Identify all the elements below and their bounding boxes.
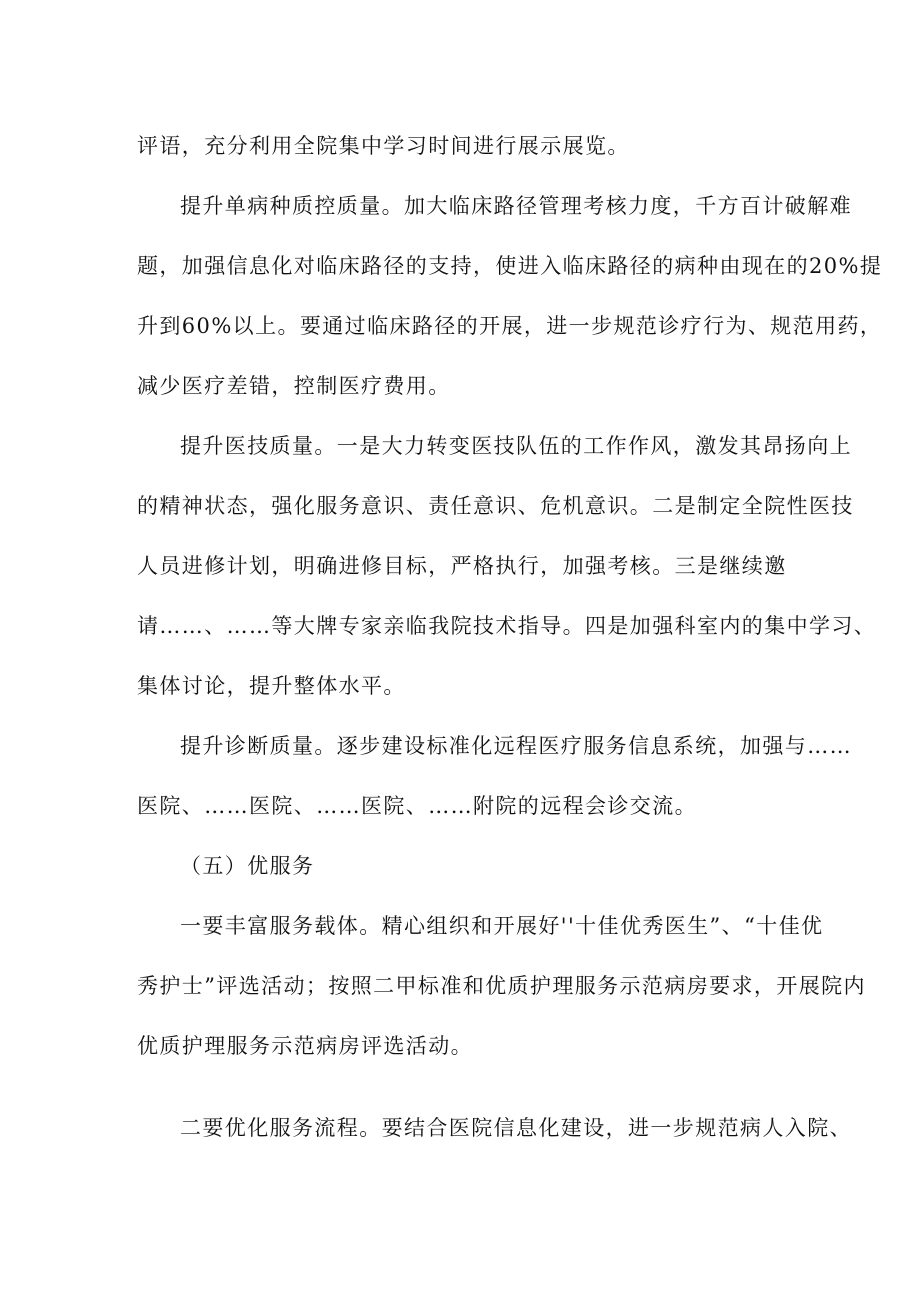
text-line-12: 医院、……医院、……医院、……附院的远程会诊交流。: [137, 794, 697, 818]
text-line-7: 的精神状态，强化服务意识、责任意识、危机意识。二是制定全院性医技: [137, 494, 854, 518]
text-line-15: 秀护士”评选活动；按照二甲标准和优质护理服务示范病房要求，开展院内: [137, 974, 866, 998]
text-line-9: 请……、……等大牌专家亲临我院技术指导。四是加强科室内的集中学习、: [137, 614, 877, 638]
paragraph-heading-service-process: 二要优化服务流程。要结合医院信息化建设，进一步规范病人入院、: [180, 1116, 852, 1140]
text-line-3: 题，加强信息化对临床路径的支持，使进入临床路径的病种由现在的20%提: [137, 254, 883, 278]
text-line-10: 集体讨论，提升整体水平。: [137, 674, 406, 698]
paragraph-heading-diagnosis-quality: 提升诊断质量。逐步建设标准化远程医疗服务信息系统，加强与……: [180, 734, 852, 758]
text-line-1: 评语，充分利用全院集中学习时间进行展示展览。: [137, 134, 630, 158]
paragraph-heading-single-disease-quality: 提升单病种质控质量。加大临床路径管理考核力度，千方百计破解难: [180, 194, 852, 218]
text-line-8: 人员进修计划，明确进修目标，严格执行，加强考核。三是继续邀: [137, 554, 787, 578]
paragraph-heading-medical-tech-quality: 提升医技质量。一是大力转变医技队伍的工作作风，激发其昂扬向上: [180, 434, 852, 458]
text-line-16: 优质护理服务示范病房评选活动。: [137, 1034, 473, 1058]
text-line-5: 减少医疗差错，控制医疗费用。: [137, 374, 451, 398]
text-line-4: 升到60%以上。要通过临床路径的开展，进一步规范诊疗行为、规范用药，: [137, 314, 883, 338]
paragraph-heading-service-carrier: 一要丰富服务载体。精心组织和开展好''十佳优秀医生”、“十佳优: [180, 914, 824, 938]
section-heading-optimize-service: （五）优服务: [180, 854, 315, 878]
